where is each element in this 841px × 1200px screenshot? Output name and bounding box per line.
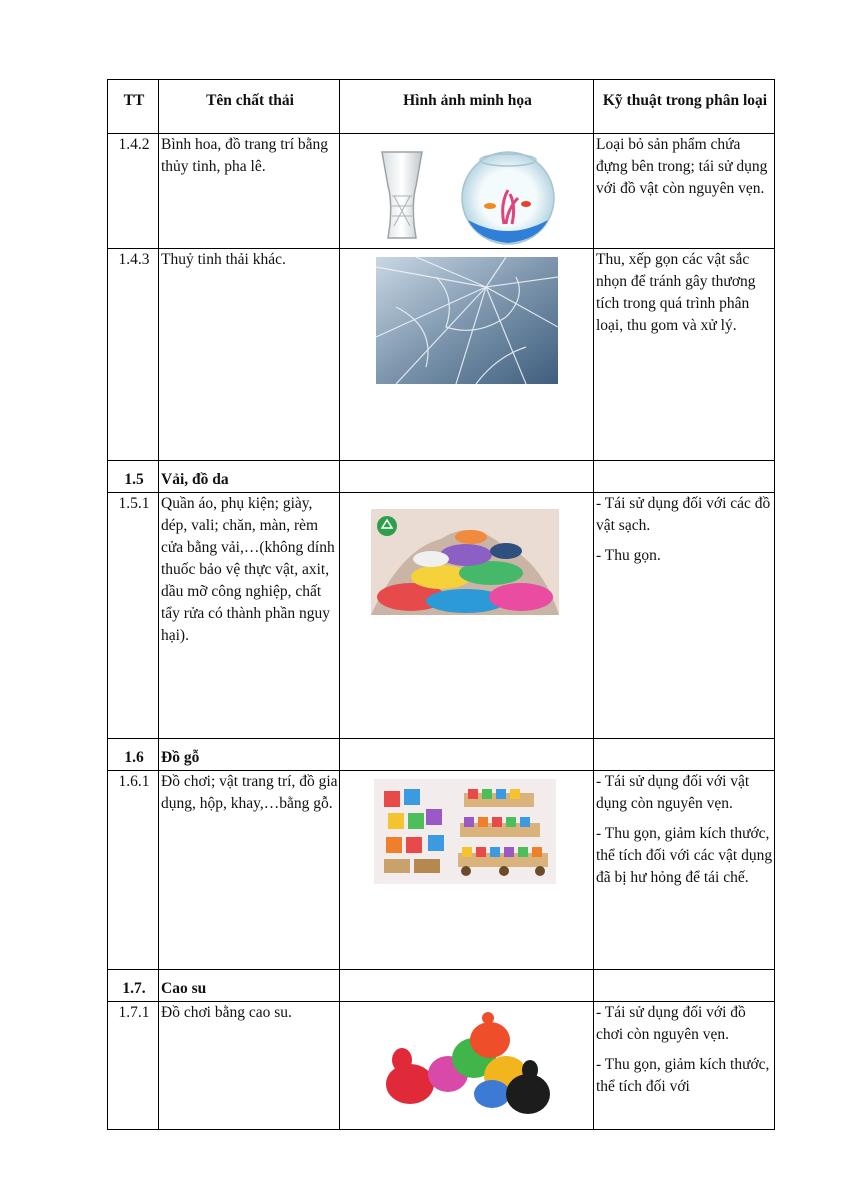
waste-classification-table — [107, 79, 775, 1130]
header-tt: TT — [108, 80, 159, 134]
waste-name: Đồ chơi bằng cao su. — [159, 1002, 340, 1130]
illustration-cell — [340, 771, 594, 970]
clothes-pile-image — [371, 509, 559, 615]
table-header-row — [108, 80, 775, 134]
technique-text: - Thu gọn, giảm kích thước, thể tích đối với — [596, 1056, 770, 1095]
row-number: 1.4.3 — [108, 249, 159, 461]
table-row — [108, 1002, 775, 1130]
illustration-cell — [340, 1002, 594, 1130]
rubber-toys-image — [380, 1012, 556, 1122]
header-technique: Kỹ thuật trong phân loại — [594, 80, 775, 134]
table-row — [108, 134, 775, 249]
section-title: Cao su — [159, 970, 340, 1002]
technique-text: - Thu gọn. — [596, 547, 661, 564]
waste-name: Quần áo, phụ kiện; giày, dép, vali; chăn, màn, rèm cửa bằng vải,…(không dính thuốc bảo vệ thực vật, axit, dầu mỡ công nghiệp, chất tẩy rửa có thành phần nguy hại). — [159, 493, 340, 739]
header-name: Tên chất thải — [159, 80, 340, 134]
section-row — [108, 461, 775, 493]
row-number: 1.5.1 — [108, 493, 159, 739]
section-number: 1.7. — [108, 970, 159, 1002]
technique-text: - Thu gọn, giảm kích thước, thể tích đối với các vật dụng đã bị hư hỏng để tái chế. — [596, 825, 773, 886]
row-number: 1.6.1 — [108, 771, 159, 970]
technique-text: - Tái sử dụng đối với vật dụng còn nguyên vẹn. — [596, 773, 750, 812]
technique-text: - Tái sử dụng đối với các đồ vật sạch. — [596, 495, 771, 534]
technique-text: Loại bỏ sản phẩm chứa đựng bên trong; tái sử dụng với đồ vật còn nguyên vẹn. — [594, 134, 775, 249]
table-row — [108, 771, 775, 970]
row-number: 1.4.2 — [108, 134, 159, 249]
technique-cell — [594, 771, 775, 970]
illustration-cell — [340, 134, 594, 249]
section-row — [108, 970, 775, 1002]
illustration-cell — [340, 249, 594, 461]
header-image: Hình ảnh minh họa — [340, 80, 594, 134]
table-row — [108, 249, 775, 461]
technique-cell — [594, 1002, 775, 1130]
illustration-cell — [340, 493, 594, 739]
broken-glass-image — [376, 257, 558, 384]
waste-name: Đồ chơi; vật trang trí, đồ gia dụng, hộp, khay,…bằng gỗ. — [159, 771, 340, 970]
wooden-toys-image — [374, 779, 556, 884]
section-title: Đồ gỗ — [159, 739, 340, 771]
glass-vase-and-fishbowl-image — [378, 146, 568, 246]
table-row — [108, 493, 775, 739]
technique-text: - Tái sử dụng đối với đồ chơi còn nguyên vẹn. — [596, 1004, 746, 1043]
waste-name: Bình hoa, đồ trang trí bằng thủy tinh, pha lê. — [159, 134, 340, 249]
technique-cell — [594, 493, 775, 739]
section-number: 1.6 — [108, 739, 159, 771]
section-row — [108, 739, 775, 771]
technique-text: Thu, xếp gọn các vật sắc nhọn để tránh gây thương tích trong quá trình phân loại, thu gom và xử lý. — [594, 249, 775, 461]
section-title: Vải, đồ da — [159, 461, 340, 493]
waste-name: Thuỷ tinh thải khác. — [159, 249, 340, 461]
row-number: 1.7.1 — [108, 1002, 159, 1130]
section-number: 1.5 — [108, 461, 159, 493]
